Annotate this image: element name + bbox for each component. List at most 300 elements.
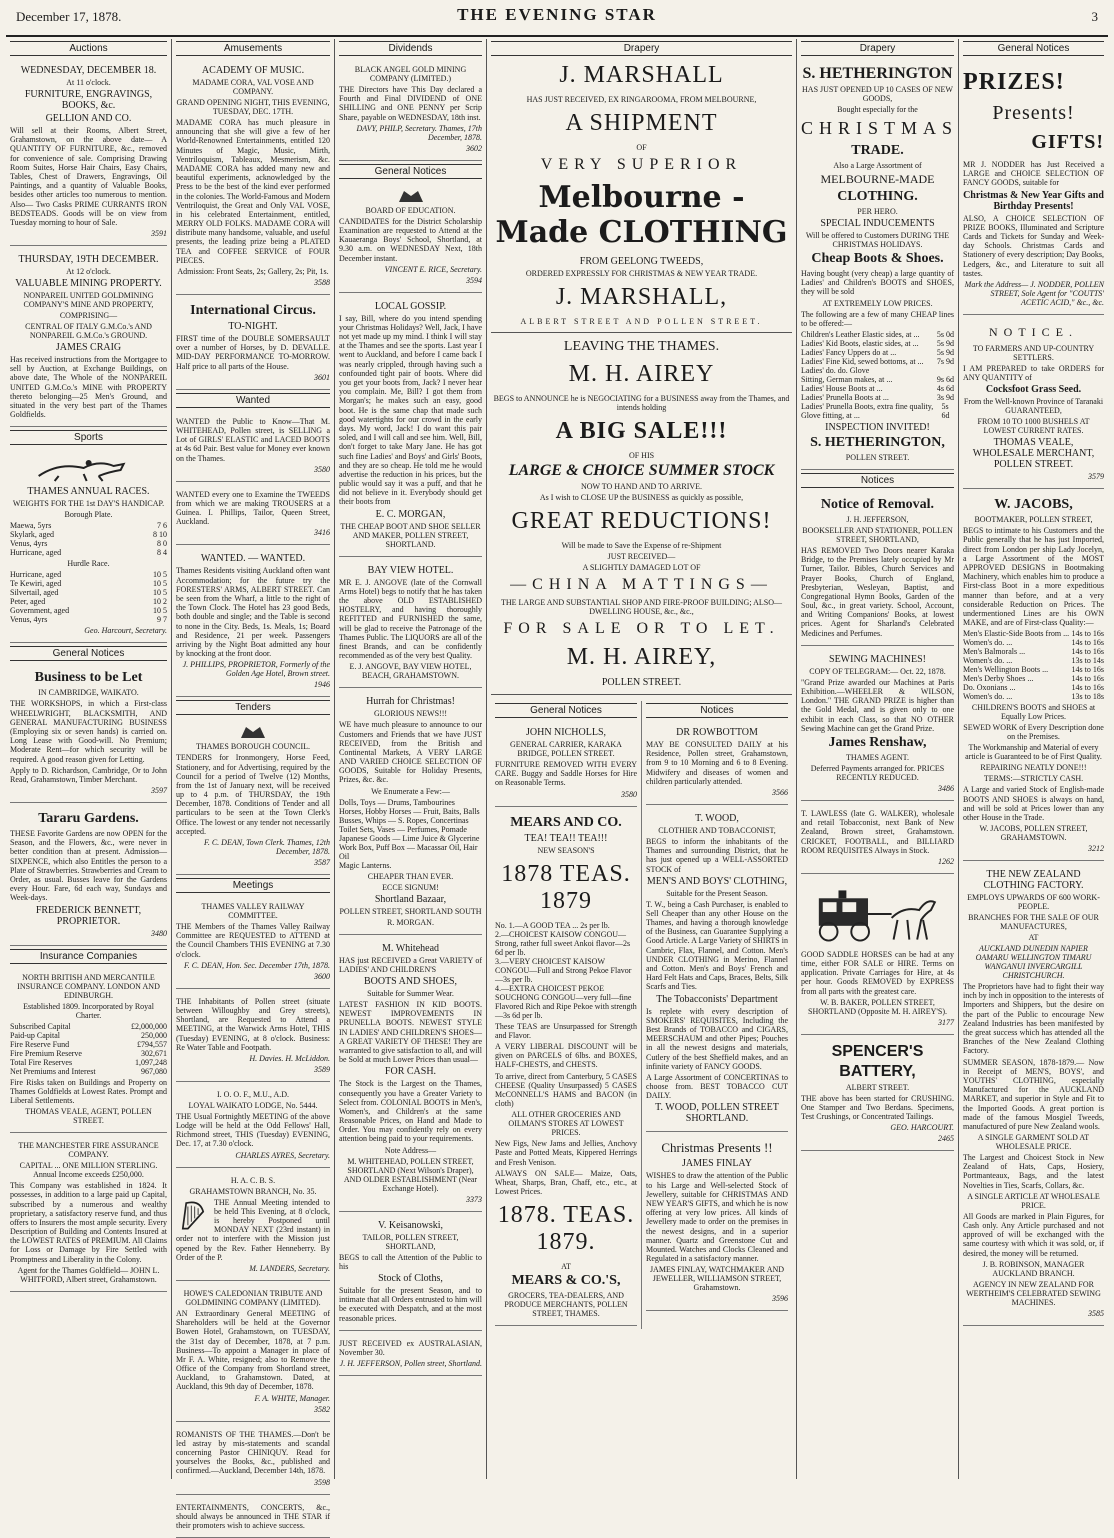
heth-price-list [801,330,954,420]
whitehead-title: M. Whitehead [381,942,440,954]
factory-summer: SUMMER SEASON, 1878-1879.— Now in Receipt of MEN'S, BOYS', and YOUTHS' CLOTHING, especially Manufactured for the AUCKLAND MARKET, and superior in Style and Fit to the Imported Goods. A great portion is made of the famous Mosgiel Tweeds, manufactured of pure New Zealand wools. [963,1057,1104,1131]
board-sign: VINCENT E. RICE, Secretary. [384,264,482,274]
ad-ref: 2465 [938,1134,954,1144]
price-row [963,692,1104,701]
nicholls-title: JOHN NICHOLLS, [526,727,606,738]
airey-stock: LARGE & CHOICE SUMMER STOCK [508,462,775,479]
board-text: CANDIDATES for the District Scholarship Examination are requested to Attend at the Kauaeranga Boys' School, Shortland, at 9.30 a.m. on WEDNESDAY Next, 18th December instant. [339,216,482,263]
dividend-sign: DAVY, PHILP, Secretary. Thames, 17th December, 1878. [356,123,482,142]
jacobs-text: BEGS to intimate to his Customers and the Public generally that he has just Imported, direct from London per ship Lady Jocelyn, a Large Assortment of the MOST APPROVED DESIGNS in Bootmaking Machinery, which enables him to produce a First-class Boot in a more expeditious manner than before, and at a very considerable Reduction on Prices. The undermentioned Lines are his OWN MAKE, and are of First-class Quality:— [963,526,1104,628]
ad-ref: 3588 [314,278,330,287]
gossip-text: I say, Bill, where do you intend spending your Christmas Holidays? Well, Jack, I have not yet made up my mind. I think I will stay at the Thames and see the sports. Last year I went to Auckland, and before I came back I was nearly crippled, through having such a confounded tight pair of boots. Where did you get your boots from, Jack? I never hear you complain. Me, Bill? I got them from Morgan's; he makes such an easy, good boot. He is the same chap that made such good watertights for our crowd in the early days. My word, Jack! I do want this pair soled, and I will call and see him. Well, Bill, don't forget to take Mary Jane. He has got such fine Ladies' and Boys' and Girls' Boots, and they are so cheap. He told me he would advertise the reduction in his prices, but the public would say it was a puff, and that he did not believe in it. Everybody should get their boots from [339,313,482,507]
price-row-value: 14s to 16s [1071,638,1104,648]
prizes-ad [963,60,1104,315]
lower-notices [491,701,792,1329]
price-row-value: 14s to 16s [1071,629,1104,639]
airey-ad [491,339,792,688]
wanted-title: WANTED. — WANTED. [200,553,306,565]
ad-ref: 3373 [466,1194,482,1204]
auction-text: Has received instructions from the Mortgagee to sell by Auction, at Exchange Buildings, on above date, The Whole of the NONPAREIL UNITED G.M.Co.'s MINE with PROPERTY thereto belonging—25 Men's Ground, and situated in the very best part of the Thames Goldfields. [10,355,167,420]
price-row [801,384,954,393]
factory-ad [963,864,1104,1326]
spencer-ad [801,1038,954,1152]
race-entry-value: 8 0 [157,539,167,549]
ad-ref: 3591 [151,229,167,239]
airey-ofhis: OF HIS [628,451,655,460]
mears-figs: New Figs, New Jams and Jellies, Anchovy Paste and Potted Meats, Kippered Herrings and Fresh Venison. [495,1139,637,1167]
race-entry-label: Skylark, aged [10,530,54,540]
column-drapery-main [487,39,797,1479]
sewing-text: "Grand Prize awarded our Machines at Paris Exhibition.—WHEELER & WILSON, London." THE GRAND PRIZE is higher than the Gold Medal, and is given only to one exhibit in each Class, so that NO OTHER Sewing Machine can get the Grand Prize. [801,677,954,733]
airey-name: M. H. AIREY [568,361,715,387]
insurance-row [10,1067,167,1076]
tenders-ad [176,719,330,875]
finlay-ad [646,1135,788,1311]
horse-carriage-illustration [809,884,947,946]
jacobs-children: CHILDREN'S BOOTS and SHOES at Equally Low Prices. [971,703,1096,722]
auction-sub: COMPRISING— [59,311,118,321]
board-title: BOARD OF EDUCATION. [365,205,456,215]
notices-subcolumn [642,701,792,1329]
price-row-label: Children's Leather Elastic sides, at ... [801,329,920,339]
price-row-value: 4s 6d [936,383,954,393]
circus-sub: TO-NIGHT. [228,321,278,332]
prizes-sign: Mark the Address— J. NODDER, POLLEN STREET, Sole Agent for "COUTTS' ACETIC ACID," &c., &c. [964,279,1104,307]
price-row-label: Do. Oxonians ... [963,683,1016,693]
race-entry [10,597,167,606]
manchester-agent: Agent for the Thames Goldfield— JOHN L. WHITFORD, Albert street, Grahamstown. [17,1265,160,1284]
keisanowski-ad [339,1215,482,1331]
jacobs-repairing: REPAIRING NEATLY DONE!!! [980,763,1087,773]
price-row-value: 3s 9d [936,392,954,402]
race-entry-value: 10 5 [153,606,167,616]
price-row-value: 13s to 14s [1071,656,1104,666]
insurance-row-label: Paid-up Capital [10,1030,60,1040]
price-row-value: 5s 0d [936,329,954,339]
tea-item: No. 1.—A GOOD TEA ... 2s per lb. [495,920,610,930]
section-header-sports: Sports [10,430,167,445]
gardens-sign: FREDERICK BENNETT, PROPRIETOR. [35,904,142,927]
price-row-value: 14s to 16s [1071,683,1104,693]
price-row [963,656,1104,665]
race-entry-label: Peter, aged [10,597,46,607]
section-header-general-notices: General Notices [495,703,637,718]
price-row-label: Sitting, German makes, at ... [801,374,893,384]
section-header-general-notices: General Notices [10,646,167,661]
races-ad [10,449,167,643]
wood-sub: CLOTHIER AND TOBACCONIST, [658,825,776,835]
column-general-notices [959,39,1108,1479]
finlay-title: Christmas Presents !! [661,1140,773,1156]
column-auctions [6,39,172,1479]
insurance-row-value: 302,671 [141,1048,167,1058]
jacobs-title: W. JACOBS, [994,497,1073,513]
heth-offered: Will be offered to Customers DURING THE CHRISTMAS HOLIDAYS. [805,231,950,249]
wood-title: T. WOOD, [695,812,739,824]
insurance-row [10,1031,167,1040]
airey-name-2: M. H. AIREY, [566,644,717,670]
race-entry-value: 9 7 [157,615,167,625]
wood-text: BEGS to inform the inhabitants of the Thames and surrounding District, that he has just opened up a WELL-ASSORTED STOCK of [646,836,788,874]
price-row [801,402,954,420]
wood-dept-text: Is replete with every description of SMOKERS' REQUISITES, Including the Best Brands of TOBACCO and CIGARS, MEERSCHAUM and other Pipes; Pouches in all the newest designs and materials, Cutlery of the best Sheffield makes, and an infinite variety of FANCY GOODS. [646,1006,788,1071]
ad-ref: 3582 [314,1404,330,1414]
notice-bushels: FROM 10 TO 1000 BUSHELS AT LOWEST CURRENT RATES. [977,417,1090,436]
wanted-ad-3 [176,548,330,697]
romanists-ad [176,1425,330,1495]
bayview-title: BAY VIEW HOTEL. [367,564,454,576]
hurdle-title: Hurdle Race. [67,559,110,569]
race-entry [10,548,167,557]
price-row [963,683,1104,692]
circus-ad [176,298,330,390]
jacobs-sewed: SEWED WORK of Every Description done on the Premises. [963,723,1104,742]
insurance-row-value: 967,080 [141,1066,167,1076]
race-entry-value: 8 10 [153,530,167,540]
race-entry [10,521,167,530]
keisanowski-text: BEGS to call the Attention of the Public to his [339,1252,482,1271]
marshall-from: FROM GEELONG TWEEDS, [579,256,704,267]
page-number: 3 [1091,9,1098,24]
race-entry-value: 10 5 [153,579,167,589]
ad-ref: 3486 [938,783,954,793]
wood-sign: T. WOOD, POLLEN STREET SHORTLAND. [655,1102,779,1125]
sewing-sub: THAMES AGENT. [846,752,909,762]
race-entry [10,530,167,539]
auction-goods: VALUABLE MINING PROPERTY. [15,278,162,290]
jacobs-sub: BOOTMAKER, POLLEN STREET, [974,515,1093,525]
coat-of-arms-icon [396,188,426,204]
price-row-value: 13s to 18s [1071,692,1104,702]
airey-close: As I wish to CLOSE UP the BUSINESS as quickly as possible, [539,493,744,502]
airey-address: POLLEN STREET. [601,677,682,688]
price-row-value: 14s to 16s [1071,647,1104,657]
wood-ad [646,808,788,1133]
bayview-sign: E. J. ANGOVE, BAY VIEW HOTEL, BEACH, GRAHAMSTOWN. [349,662,472,681]
whitehead-cash: FOR CASH. [384,1066,437,1078]
insurance-ad [10,968,167,1134]
price-row-label: Men's Wellington Boots ... [963,665,1049,675]
airey-begs: BEGS to ANNOUNCE he is NEGOCIATING for a BUSINESS away from the Thames, and intends holding [493,394,790,412]
price-row-label: Ladies' Prunella Boots, extra fine quality, Glove fitting, at ... [801,401,934,420]
mears-title: MEARS AND CO. [510,814,622,830]
newspaper-page [6,3,1108,1530]
gossip-firm: E. C. MORGAN, [375,508,446,520]
wood-concertinas: A Large Assortment of CONCERTINAS to choose from. BEST TOBACCO CUT DAILY. [646,1072,788,1101]
ad-ref: 3480 [151,928,167,938]
marshall-ordered: ORDERED EXPRESSLY FOR CHRISTMAS & NEW YEAR TRADE. [525,269,758,278]
academy-text: MADAME CORA has much pleasure in announcing that she will give a few of her World-Renowned Entertainments, entitled 120 Minutes of Magic, Music, Mirth, Ventriloquism, Tableaux, Mesmerism, &c. MADAME CORA has added many new and beautiful experiments, acknowledged by the Press to be the best of the kind ever performed in the colonies. The World-Famous and Modern Ventriloquist, the Great and Only VAL VOSE, in his celebrated Entertainment, entitled, MERRY OLD FOLKS. MADAME CORA will distribute many handsome, valuable, and useful presents, the leading prize being a PLATED TEA and COFFEE SERVICE of FOUR PIECES. [176,118,330,265]
mears-firm: MEARS & CO.'S, [511,1273,621,1289]
railway-sign: F. C. DEAN, Hon. Sec. December 17th, 1878. [183,960,330,970]
ioof-lodge: LOYAL WAIKATO LODGE, No. 5444. [188,1100,318,1110]
insurance-row-label: Subscribed Capital [10,1021,71,1031]
marshall-received: HAS JUST RECEIVED, EX RINGAROOMA, FROM MELBOURNE, [526,95,757,104]
heth-cheap-text: Having bought (very cheap) a large quantity of Ladies' and Children's BOOTS and SHOES, they will be sold [801,269,954,297]
prizes-also: ALSO, A CHOICE SELECTION OF PRIZE BOOKS, Illuminated and Scripture Cards and Tickets for Sunday and Week-day Schools. Christmas Cards and Stationery of every description; Day Books, Ledgers, &c., and Literature to suit all tastes. [963,213,1104,278]
price-row-value: 9s 6d [936,374,954,384]
mears-teas: 1878 TEAS. 1879 [501,860,631,914]
airey-leaving: LEAVING THE THAMES. [563,339,720,354]
prizes-title: PRIZES! [963,69,1065,95]
price-row [801,366,954,375]
race-entry [10,579,167,588]
divider [491,694,792,695]
race-entry-label: Venus, 4yrs [10,615,48,625]
race-entry-value: 10 2 [153,597,167,607]
section-header-general-notices: General Notices [339,164,482,179]
races-sign: Geo. Harcourt, Secretary. [84,626,167,636]
ad-ref: 3596 [772,1294,788,1304]
whitehead-sub: Suitable for Summer Wear. [367,989,454,998]
factory-single: A SINGLE GARMENT SOLD AT WHOLESALE PRICE. [977,1133,1090,1152]
removal-name: J. H. JEFFERSON, [846,514,909,524]
business-text: THE WORKSHOPS, in which a First-class WHEELWRIGHT, BLACKSMITH, AND GENERAL MANUFACTURING BUSINESS (Employing six or seven hands) is carried on. Long Lease with Good-will. No Premium; Moderate Rent—for which security will be required. A good reason given for Letting. [10,699,167,764]
price-row-label: Ladies' Prunella Boots at ... [801,392,889,402]
ad-ref: 3579 [1088,472,1104,482]
price-row-label: Ladies' Kid Boots, elastic sides, at ... [801,338,919,348]
price-row [801,375,954,384]
heth-also: Also a Large Assortment of [833,161,922,170]
auction-title-2: CENTRAL OF ITALY G.M.Co.'s AND NONPAREIL G.M.Co.'s GROUND. [25,322,152,341]
notice-title: NOTICE. [989,324,1078,339]
races-title: THAMES ANNUAL RACES. [27,486,150,498]
ad-ref: 1262 [938,856,954,866]
race-entry [10,588,167,597]
price-row-label: Ladies' House Boots at ... [801,383,883,393]
marshall-shipment: A SHIPMENT [565,110,718,136]
race-entry-label: Government, aged [10,606,70,616]
airey-sale: A BIG SALE!!! [555,418,728,444]
auction-title: NONPAREIL UNITED GOLDMINING COMPANY'S MINE AND PROPERTY, [23,291,154,310]
price-row [963,665,1104,674]
heth-text: HAS JUST OPENED UP 10 CASES OF NEW GOODS, [802,85,953,103]
finlay-sign: JAMES FINLAY, WATCHMAKER AND JEWELLER, WILLIAMSON STREET, Grahamstown. [649,1265,785,1293]
factory-agency: AGENCY IN NEW ZEALAND FOR WERTHEIM'S CELEBRATED SEWING MACHINES. [966,1279,1101,1307]
spencer-addr: ALBERT STREET. [845,1082,910,1092]
received-text: JUST RECEIVED ex AUSTRALASIAN, November 30. [339,1338,482,1357]
price-row [963,638,1104,647]
academy-title: ACADEMY OF MUSIC. [201,65,305,76]
ad-ref: 3594 [466,275,482,285]
circus-title: International Circus. [190,303,316,318]
airey-just: JUST RECEIVED— [607,552,676,561]
airey-slightly: A SLIGHTLY DAMAGED LOT OF [582,563,701,572]
academy-sub: MADAME CORA, VAL VOSE AND COMPANY. [192,78,314,96]
price-row-value: 5s 6d [941,401,950,420]
tea-items [495,921,637,1020]
lawless-text: T. LAWLESS (late G. WALKER), wholesale and retail Tobacconist, next Bank of New Zealand, Brown street, Grahamstown. CRICKET, FOOTBALL, and BILLIARD ROOM REQUISITES Always in Stock. [801,808,954,855]
jacobs-sign: W. JACOBS, POLLEN STREET, GRAHAMSTOWN. [979,824,1088,843]
received-sign: J. H. JEFFERSON, Pollen street, Shortland. [339,1359,482,1369]
plate-title: Borough Plate. [64,510,113,520]
gossip-title: LOCAL GOSSIP. [374,300,447,312]
factory-branches: BRANCHES FOR THE SALE OF OUR MANUFACTURES, [968,913,1099,932]
heth-invite: INSPECTION INVITED! [825,421,930,433]
price-row-value: 14s to 16s [1071,674,1104,684]
railway-text: THE Members of the Thames Valley Railway Committee are REQUESTED to ATTEND at the Council Chambers THIS EVENING at 7.30 o'clock. [176,922,330,959]
marshall-of: OF [636,143,647,152]
jacobs-ad [963,492,1104,861]
price-row [801,393,954,402]
sewing-ad [801,649,954,801]
airey-china: —CHINA MATTINGS— [510,576,773,593]
spencer-sub: BATTERY, [839,1062,916,1080]
academy-ad [176,60,330,295]
wanted-text: Thames Residents visiting Auckland often want Accommodation; for the future try the FORESTERS' ARMS, ALBERT STREET. Can be seen from the Wharf, a little to the right of the Town Clock. The Hotel has 23 good Beds, both double and single; and the Table is second to none in the City. Beds, 1s. Meals, 1s; Board and Residence, 21 per week. Passengers arriving by the Night Boat admitted any hour by knocking at the front door. [176,566,330,659]
marshall-ad [491,62,792,326]
marshall-very: VERY SUPERIOR [540,156,743,173]
handicap-title: WEIGHTS FOR THE 1st DAY'S HANDICAP. [12,499,165,509]
prizes-text: MR J. NODDER has Just Received a LARGE and CHOICE SELECTION OF FANCY GOODS, suitable for [963,160,1104,188]
wood-season: Suitable for the Present Season. [666,888,768,898]
race-entry-label: Te Kewiri, aged [10,579,62,589]
ad-ref: 3589 [314,1064,330,1074]
price-row-value: 7s 9d [936,356,954,366]
ad-ref: 3597 [151,786,167,796]
mears-at: AT [561,1262,571,1272]
mears-canterbury: To arrive, direct from Canterbury, 5 CASES CHEESE (Quality Unsurpassed) 5 CASES McCONNELL'S HAMS and BACON (in cloth) [495,1071,637,1109]
prizes-presents: Presents! [992,102,1075,124]
section-header-amusements: Amusements [176,41,330,56]
romanists-text: ROMANISTS OF THE THAMES.—Don't be led astray by mis-statements and scandal concerning Pastor CHINIQUY. Read for yourselves the Books, &c., published and confirmed.—Auckland, December 14th, 1878. [176,1429,330,1476]
sewing-terms: Deferred Payments arranged for. PRICES RECENTLY REDUCED. [810,763,945,782]
ioof-text: THE Usual Fortnightly MEETING of the above Lodge will be held at the Odd Fellows' Hall, Richmond street, THIS (Tuesday) EVENING, Dec. 17, at 7.30 o'clock. [176,1111,330,1149]
price-row [801,339,954,348]
lawless-ad [801,804,954,874]
insurance-row [10,1022,167,1031]
christmas-ad [339,691,482,934]
factory-towns: AUCKLAND DUNEDIN NAPIER OAMARU WELLINGTON TIMARU WANGANUI INVERCARGILL CHRISTCHURCH. [975,944,1092,981]
academy-admission: Admission: Front Seats, 2s; Gallery, 2s; Pit, 1s. [177,267,329,276]
race-entry-label: Hurricane, aged [10,570,62,580]
gardens-title: Tararu Gardens. [38,811,139,827]
heth-christmas: CHRISTMAS [801,118,959,138]
notice-more: From the Well-known Province of Taranaki GUARANTEED, [963,397,1104,416]
heth-bought: Bought especially for the [837,105,918,114]
auctioneer-name: GELLION AND CO. [45,113,132,124]
column-amusements [172,39,335,1530]
christmas-item: Dolls, Toys — Drums, Tambourines [339,797,455,807]
mears-sale: ALWAYS ON SALE— Maize, Oats, Wheat, Sharps, Bran, Chaff, etc., etc., at Lowest Prices. [495,1168,637,1197]
price-row-label: Women's do. ... [963,692,1013,702]
christmas-item: Japanese Goods — Lime Juice & Glycerine [339,833,480,843]
finlay-text: WISHES to draw the attention of the Public to his Large and Well-selected Stock of Jewellery, suitable for CHRISTMAS AND NEW YEAR'S GIFTS, and which he is now offering at very low prices. All kinds of Jewellery made to order on the premises in the newest designs, and in a superior manner. Quartz and Greenstone Cut and Mounted. Watches and Clocks Cleaned and Regulated in a satisfactory manner. [646,1171,788,1264]
ad-ref: 3416 [314,528,330,538]
mears-tea: TEA! TEA!! TEA!!! [524,832,608,844]
ad-ref: 3602 [466,143,482,153]
christmas-item: Work Box, Puff Box — Macassar Oil, Hair Oil [339,842,478,861]
removal-title: Notice of Removal. [820,496,935,512]
whitehead-ad [339,938,482,1212]
auction-text: Will sell at their Rooms, Albert Street, Grahamstown, on the above date— A QUANTITY OF FURNITURE, &c., removed for convenience of sale. Comprising Drawing Room Suites, Horse Hair Chairs, Easy Chairs, Tables, Chest of Drawers, Engravings, Oil Paintings, and a quantity of Valuable Books, besides other articles too numerous to mention. Also— Two Casks PRIME CURRANTS IRON BEDSTEADS. Goods will be on view from Tuesday morning to hour of Sale. [10,126,167,227]
business-ad [10,665,167,803]
tea-item: 2.—CHOICEST KAISOW CONGOU—Strong, rather full sweet Ankoi flavor—2s 6d per lb. [495,929,631,957]
insurance-row [10,1040,167,1049]
harp-illustration [176,1198,210,1232]
railway-ad [176,897,330,989]
howe-sign: F. A. WHITE, Manager. [254,1393,330,1403]
ad-ref: 3598 [314,1477,330,1487]
hetherington-ad [801,60,959,470]
christmas-enum: We Enumerate a Few:— [371,786,450,796]
dividend-ad [339,60,482,161]
heth-name: S. HETHERINGTON [802,65,953,82]
hacbs-sign: M. LANDERS, Secretary. [249,1263,330,1273]
mears-discount: A VERY LIBERAL DISCOUNT will be given on PARCELS of 6lbs. and BOXES, HALF-CHESTS, and CHESTS. [495,1041,637,1070]
heth-following: The following are a few of many CHEAP lines to be offered:— [801,309,954,328]
factory-employs: EMPLOYS UPWARDS OF 600 WORK-PEOPLE. [967,893,1100,912]
jacobs-more: A Large and varied Stock of English-made BOOTS AND SHOES is always on hand, and will be sold at Prices lower than any other House in the Trade. [963,785,1104,822]
insurance-row-value: 1,097,248 [135,1057,167,1067]
tea-item: 3.—VERY CHOICEST KAISOW CONGOU—Full and Strong Pekoe Flavor—3s per lb. [495,956,632,984]
mears-note: These TEAS are Unsurpassed for Strength and Flavor. [495,1021,637,1040]
heth-name-2: S. HETHERINGTON, [810,434,945,450]
baker-ad [801,877,954,1035]
ad-ref: 3585 [1088,1308,1104,1318]
race-entry-label: Venus, 4yrs [10,539,48,549]
factory-at: AT [1028,933,1039,943]
section-header-notices: Notices [646,703,788,718]
auction-goods: FURNITURE, ENGRAVINGS, BOOKS, &c. [24,89,153,111]
hurdle-entries [10,570,167,624]
factory-title: THE NEW ZEALAND CLOTHING FACTORY. [983,869,1084,892]
newspaper-title: THE EVENING STAR [457,5,657,24]
price-row-value: 5s 9d [936,338,954,348]
removal-ad [801,492,954,646]
divider [491,332,792,333]
wood-dept: The Tobacconists' Department [656,993,778,1005]
price-row [963,629,1104,638]
manchester-text: This Company was established in 1824. It possesses, in addition to a large paid up Capital, subscribed by a numerous and wealthy proprietary, a satisfactory reserve fund, and thus offers to Insurers the most ample security. Every Description of Building and Contents Insured at the LOWEST RATES of PREMIUM. All Claims for Loss or Damage by Fire Settled with Promptness and Liberality in the Colony. [10,1181,167,1264]
ad-ref: 3587 [314,858,330,867]
ad-ref: 3566 [772,787,788,797]
keisanowski-title: V. Keisanowski, [377,1219,444,1231]
price-row-label: Women's do. ... [963,656,1013,666]
insurance-row [10,1049,167,1058]
section-header-auctions: Auctions [10,41,167,56]
heth-low: AT EXTREMELY LOW PRICES. [822,298,933,308]
tenders-title: THAMES BOROUGH COUNCIL. [195,742,310,752]
section-header-general-notices: General Notices [963,41,1104,56]
auction-date: THURSDAY, 19TH DECEMBER. [18,254,159,266]
christmas-item: Horses, Hobby Horses — Fruit, Baits, Balls [339,806,480,816]
shortland-sign: H. Davies. H. McLiddon. [249,1053,330,1063]
gardens-ad [10,806,167,946]
price-row [801,348,954,357]
bazaar-addr: POLLEN STREET, SHORTLAND SOUTH [339,906,482,916]
wanted-ad-2 [176,485,330,546]
ad-ref: 3580 [314,464,330,474]
insurance-row-label: Net Premiums and Interest [10,1066,96,1076]
race-entry-label: Silvertail, aged [10,588,59,598]
insurance-agent: THOMAS VEALE, AGENT, POLLEN STREET. [25,1107,152,1126]
insurance-row-label: Total Fire Reserves [10,1057,73,1067]
gossip-sub: THE CHEAP BOOT AND SHOE SELLER AND MAKER, POLLEN STREET, SHORTLAND. [340,521,481,549]
sewing-tele: COPY OF TELEGRAM:— Oct. 22, 1878. [809,666,946,676]
section-header-drapery: Drapery [801,41,954,56]
christmas-text: WE have much pleasure to announce to our Customers and Friends that we have JUST RECEIVED, from the British and Continental Markets, A VERY LARGE AND VARIED CHOICE SELECTION OF GOODS, Suitable for Holiday Presents, Prizes, &c. &c. [339,720,482,785]
ad-ref: 3177 [938,1017,954,1027]
ad-ref: 3600 [314,971,330,981]
insurance-row-label: Fire Premium Reserve [10,1048,82,1058]
airey-save: Will be made to Save the Expense of re-Shipment [561,541,722,550]
heth-clothing: CLOTHING. [837,189,918,204]
mears-others: ALL OTHER GROCERIES AND OILMAN'S STORES AT LOWEST PRICES. [508,1110,624,1138]
wood-more: T. W., being a Cash Purchaser, is enabled to Sell Cheaper than any other House on the Thames, and having a thorough knowledge of the Business, can Guarantee Supplying a Good Article. A Large Variety of SHIRTS in Cambric, Flax, Flannel, and Cotton. Men's UNDER CLOTHING in Merino, Flannel and Cotton. Men's and Boys' French and Hard Felt Hats and Caps, Braces, Belts, Silk Scarfs and Ties. [646,899,788,992]
nicholls-ad [495,722,637,807]
whitehead-sign: M. WHITEHEAD, POLLEN STREET, SHORTLAND (Next Wilson's Draper), AND OLDER ESTABLISHMENT (Near Exchange Hotel). [343,1156,478,1193]
